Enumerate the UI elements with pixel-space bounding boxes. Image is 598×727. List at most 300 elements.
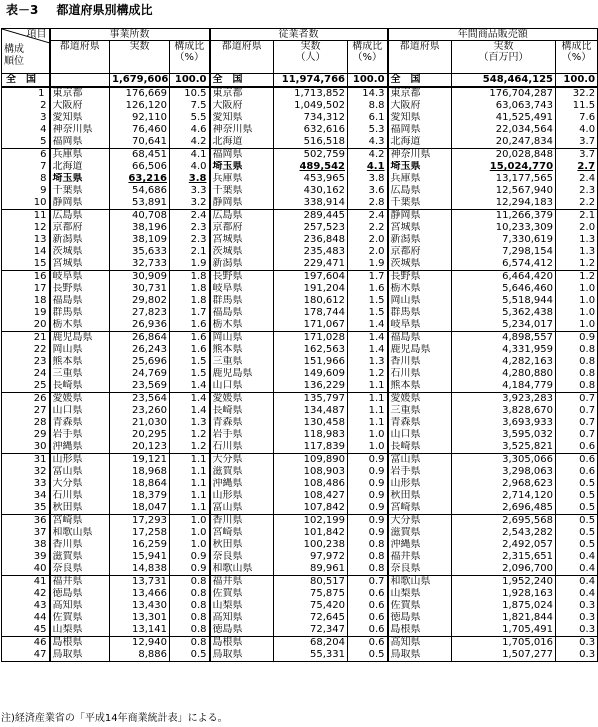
pref-employees: 新潟県 — [210, 258, 274, 271]
value-sales: 10,233,309 — [452, 222, 556, 234]
value-establishments: 18,379 — [110, 490, 170, 502]
pref-establishments: 福岡県 — [50, 136, 110, 149]
table-row — [2, 466, 598, 478]
table-row — [2, 356, 598, 368]
pref-establishments: 栃木県 — [50, 319, 110, 332]
ratio-employees: 1.4 — [348, 319, 388, 332]
national-label-3: 全 国 — [388, 74, 452, 88]
pref-establishments: 鹿児島県 — [50, 332, 110, 345]
table-row — [2, 295, 598, 307]
value-sales: 2,096,700 — [452, 563, 556, 576]
value-establishments: 53,891 — [110, 197, 170, 210]
table-row — [2, 368, 598, 380]
value-establishments: 13,466 — [110, 588, 170, 600]
pref-employees: 山形県 — [210, 490, 274, 502]
pref-sales: 茨城県 — [388, 258, 452, 271]
table-row — [2, 112, 598, 124]
value-employees: 171,067 — [274, 319, 348, 332]
table-row — [2, 100, 598, 112]
pref-sales: 長野県 — [388, 271, 452, 284]
value-sales: 2,696,485 — [452, 502, 556, 515]
ratio-employees: 2.4 — [348, 210, 388, 223]
ratio-establishments: 1.8 — [170, 295, 210, 307]
pref-establishments: 神奈川県 — [50, 124, 110, 136]
rank-cell: 1 — [38, 88, 45, 99]
pref-establishments: 鳥取県 — [50, 649, 110, 662]
ratio-sales: 0.5 — [556, 539, 598, 551]
item-header: 項目 — [26, 29, 47, 40]
rank-cell: 40 — [33, 563, 47, 574]
value-sales: 1,705,016 — [452, 637, 556, 650]
pref-establishments: 静岡県 — [50, 197, 110, 210]
pref-sales: 三重県 — [388, 405, 452, 417]
value-sales: 1,821,844 — [452, 612, 556, 624]
pref-employees: 長崎県 — [210, 405, 274, 417]
pref-establishments: 福島県 — [50, 295, 110, 307]
value-sales: 3,693,933 — [452, 417, 556, 429]
ratio-sales: 0.7 — [556, 405, 598, 417]
pref-establishments: 宮崎県 — [50, 515, 110, 528]
rank-cell: 8 — [40, 173, 47, 184]
rank-cell: 43 — [33, 600, 47, 611]
ratio-establishments: 1.8 — [170, 271, 210, 284]
ratio-employees: 1.1 — [348, 417, 388, 429]
value-employees: 134,487 — [274, 405, 348, 417]
pref-establishments: 三重県 — [50, 368, 110, 380]
value-employees: 130,458 — [274, 417, 348, 429]
value-establishments: 13,430 — [110, 600, 170, 612]
pref-employees: 茨城県 — [210, 246, 274, 258]
value-employees: 75,420 — [274, 600, 348, 612]
pref-employees: 岡山県 — [210, 332, 274, 345]
table-row — [2, 429, 598, 441]
pref-sales: 大分県 — [388, 515, 452, 528]
ratio-establishments: 0.8 — [170, 588, 210, 600]
rank-cell: 22 — [33, 344, 47, 355]
table-row — [2, 210, 598, 223]
value-employees: 80,517 — [274, 576, 348, 589]
pref-employees: 福井県 — [210, 576, 274, 589]
value-sales: 3,298,063 — [452, 466, 556, 478]
value-employees: 108,486 — [274, 478, 348, 490]
value-establishments: 19,121 — [110, 454, 170, 467]
rank-cell: 2 — [40, 100, 47, 111]
ratio-establishments: 4.2 — [170, 136, 210, 149]
ratio-sales: 1.0 — [556, 295, 598, 307]
value-establishments: 15,941 — [110, 551, 170, 563]
pref-sales: 和歌山県 — [388, 576, 452, 589]
ratio-sales: 0.3 — [556, 600, 598, 612]
ratio-employees: 3.8 — [348, 173, 388, 185]
value-employees: 72,645 — [274, 612, 348, 624]
value-sales: 5,234,017 — [452, 319, 556, 332]
table-row — [2, 344, 598, 356]
table-row — [2, 246, 598, 258]
pref-establishments: 岩手県 — [50, 429, 110, 441]
pref-establishments: 長野県 — [50, 283, 110, 295]
pref-employees: 大分県 — [210, 454, 274, 467]
table-row — [2, 551, 598, 563]
ratio-sales: 0.8 — [556, 368, 598, 380]
value-employees: 109,890 — [274, 454, 348, 467]
pref-sales: 岡山県 — [388, 295, 452, 307]
ratio-employees: 2.8 — [348, 197, 388, 210]
ratio-employees: 1.1 — [348, 380, 388, 393]
pref-establishments: 宮城県 — [50, 258, 110, 271]
pref-employees: 和歌山県 — [210, 563, 274, 576]
pref-establishments: 山形県 — [50, 454, 110, 467]
pref-sales: 京都府 — [388, 246, 452, 258]
value-establishments: 63,216 — [110, 173, 170, 185]
pref-establishments: 山梨県 — [50, 624, 110, 637]
ratio-employees: 4.3 — [348, 136, 388, 149]
pref-sales: 埼玉県 — [388, 161, 452, 173]
col-header-ratio-3: 構成比 （%） — [556, 41, 598, 74]
value-employees: 1,049,502 — [274, 100, 348, 112]
col-header-real-1: 実数 — [110, 41, 170, 74]
rank-cell: 45 — [33, 624, 47, 635]
pref-sales: 大阪府 — [388, 100, 452, 112]
pref-sales: 沖縄県 — [388, 539, 452, 551]
value-sales: 2,492,057 — [452, 539, 556, 551]
value-establishments: 38,109 — [110, 234, 170, 246]
col-header-ratio-1: 構成比 （%） — [170, 41, 210, 74]
page-title — [6, 2, 153, 18]
rank-cell: 44 — [33, 612, 47, 623]
pref-sales: 島根県 — [388, 624, 452, 637]
ratio-employees: 1.0 — [348, 441, 388, 454]
value-establishments: 92,110 — [110, 112, 170, 124]
ratio-establishments: 1.1 — [170, 478, 210, 490]
value-employees: 101,842 — [274, 527, 348, 539]
value-establishments: 40,708 — [110, 210, 170, 223]
ratio-employees: 0.6 — [348, 588, 388, 600]
rank-header: 構成 順位 — [4, 44, 24, 67]
table-row — [2, 539, 598, 551]
ratio-sales: 32.2 — [556, 87, 598, 100]
value-sales: 3,305,066 — [452, 454, 556, 467]
value-sales: 1,928,163 — [452, 588, 556, 600]
value-establishments: 26,243 — [110, 344, 170, 356]
pref-sales: 岩手県 — [388, 466, 452, 478]
ratio-sales: 0.8 — [556, 344, 598, 356]
pref-employees: 滋賀県 — [210, 466, 274, 478]
ratio-establishments: 1.9 — [170, 258, 210, 271]
col-header-real-3: 実数 （百万円） — [452, 41, 556, 74]
table-row — [2, 222, 598, 234]
ratio-employees: 3.6 — [348, 185, 388, 197]
rank-cell: 13 — [33, 234, 47, 245]
value-employees: 1,713,852 — [274, 87, 348, 100]
value-employees: 734,312 — [274, 112, 348, 124]
national-label-2: 全 国 — [210, 74, 274, 88]
ratio-sales: 0.5 — [556, 515, 598, 528]
ratio-establishments: 4.0 — [170, 161, 210, 173]
ratio-sales: 1.2 — [556, 271, 598, 284]
pref-establishments: 秋田県 — [50, 502, 110, 515]
pref-sales: 奈良県 — [388, 563, 452, 576]
value-employees: 236,848 — [274, 234, 348, 246]
value-sales: 6,574,412 — [452, 258, 556, 271]
ratio-employees: 0.9 — [348, 466, 388, 478]
value-employees: 180,612 — [274, 295, 348, 307]
ratio-sales: 2.2 — [556, 197, 598, 210]
value-sales: 3,828,670 — [452, 405, 556, 417]
value-sales: 12,567,940 — [452, 185, 556, 197]
ratio-establishments: 0.8 — [170, 576, 210, 589]
value-sales: 4,898,557 — [452, 332, 556, 345]
pref-employees: 京都府 — [210, 222, 274, 234]
ratio-employees: 6.1 — [348, 112, 388, 124]
ratio-employees: 0.6 — [348, 600, 388, 612]
ratio-employees: 1.1 — [348, 393, 388, 406]
rank-cell: 37 — [33, 527, 47, 538]
pref-employees: 高知県 — [210, 612, 274, 624]
ratio-employees: 0.6 — [348, 624, 388, 637]
ratio-sales: 0.5 — [556, 502, 598, 515]
ratio-establishments: 7.5 — [170, 100, 210, 112]
pref-employees: 島根県 — [210, 637, 274, 650]
table-row — [2, 197, 598, 210]
ratio-employees: 1.4 — [348, 332, 388, 345]
value-employees: 135,797 — [274, 393, 348, 406]
ratio-establishments: 1.0 — [170, 539, 210, 551]
value-establishments: 13,141 — [110, 624, 170, 637]
rank-cell: 14 — [33, 246, 47, 257]
ratio-sales: 4.0 — [556, 124, 598, 136]
pref-employees: 栃木県 — [210, 319, 274, 332]
ratio-sales: 2.0 — [556, 222, 598, 234]
pref-establishments: 埼玉県 — [50, 173, 110, 185]
value-employees: 171,028 — [274, 332, 348, 345]
rank-cell: 9 — [40, 185, 47, 196]
national-label: 全 国 — [2, 74, 50, 88]
value-establishments: 29,802 — [110, 295, 170, 307]
value-establishments: 18,968 — [110, 466, 170, 478]
pref-employees: 富山県 — [210, 502, 274, 515]
pref-sales: 宮城県 — [388, 222, 452, 234]
value-employees: 136,229 — [274, 380, 348, 393]
value-establishments: 25,696 — [110, 356, 170, 368]
national-total-row — [2, 74, 598, 88]
value-employees: 100,238 — [274, 539, 348, 551]
value-employees: 118,983 — [274, 429, 348, 441]
pref-sales: 新潟県 — [388, 234, 452, 246]
table-row — [2, 136, 598, 149]
value-employees: 197,604 — [274, 271, 348, 284]
pref-sales: 愛知県 — [388, 112, 452, 124]
ratio-establishments: 5.5 — [170, 112, 210, 124]
national-sales-ratio: 100.0 — [556, 74, 598, 88]
rank-cell: 46 — [2, 637, 50, 650]
pref-employees: 徳島県 — [210, 624, 274, 637]
rank-cell: 36 — [2, 515, 50, 528]
value-sales: 4,331,959 — [452, 344, 556, 356]
value-employees: 632,616 — [274, 124, 348, 136]
value-employees: 162,563 — [274, 344, 348, 356]
pref-establishments: 山口県 — [50, 405, 110, 417]
table-row — [2, 283, 598, 295]
ratio-sales: 3.7 — [556, 149, 598, 162]
ratio-employees: 0.6 — [348, 612, 388, 624]
rank-cell: 35 — [33, 502, 47, 513]
ratio-establishments: 1.4 — [170, 380, 210, 393]
table-row — [2, 563, 598, 576]
pref-sales: 福岡県 — [388, 124, 452, 136]
value-sales: 13,177,565 — [452, 173, 556, 185]
pref-establishments: 大阪府 — [50, 100, 110, 112]
pref-establishments: 香川県 — [50, 539, 110, 551]
pref-employees: 北海道 — [210, 136, 274, 149]
pref-establishments: 滋賀県 — [50, 551, 110, 563]
pref-employees: 愛知県 — [210, 112, 274, 124]
table-row — [2, 576, 598, 589]
value-employees: 149,609 — [274, 368, 348, 380]
pref-establishments: 岡山県 — [50, 344, 110, 356]
ratio-establishments: 0.8 — [170, 637, 210, 650]
table-row — [2, 258, 598, 271]
pref-sales: 群馬県 — [388, 307, 452, 319]
value-employees: 489,542 — [274, 161, 348, 173]
value-establishments: 12,940 — [110, 637, 170, 650]
pref-sales: 滋賀県 — [388, 527, 452, 539]
rank-cell: 3 — [40, 112, 47, 123]
pref-sales: 岐阜県 — [388, 319, 452, 332]
pref-establishments: 千葉県 — [50, 185, 110, 197]
pref-employees: 岩手県 — [210, 429, 274, 441]
pref-employees: 鳥取県 — [210, 649, 274, 662]
pref-employees: 長野県 — [210, 271, 274, 284]
pref-employees: 岐阜県 — [210, 283, 274, 295]
value-employees: 89,961 — [274, 563, 348, 576]
ratio-sales: 3.7 — [556, 136, 598, 149]
value-establishments: 14,838 — [110, 563, 170, 576]
rank-cell: 42 — [33, 588, 47, 599]
ratio-employees: 0.8 — [348, 539, 388, 551]
ratio-sales: 0.8 — [556, 380, 598, 393]
pref-sales: 東京都 — [388, 87, 452, 100]
value-establishments: 126,120 — [110, 100, 170, 112]
value-sales: 3,595,032 — [452, 429, 556, 441]
pref-establishments: 広島県 — [50, 210, 110, 223]
pref-employees: 奈良県 — [210, 551, 274, 563]
pref-employees: 沖縄県 — [210, 478, 274, 490]
value-establishments: 21,030 — [110, 417, 170, 429]
table-row — [2, 417, 598, 429]
value-sales: 20,247,834 — [452, 136, 556, 149]
ratio-employees: 0.9 — [348, 490, 388, 502]
rank-cell: 26 — [2, 393, 50, 406]
value-sales: 2,315,651 — [452, 551, 556, 563]
table-row — [2, 319, 598, 332]
rank-cell: 18 — [33, 295, 47, 306]
national-establishments: 1,679,606 — [110, 74, 170, 88]
pref-sales: 山梨県 — [388, 588, 452, 600]
value-sales: 7,330,619 — [452, 234, 556, 246]
pref-sales: 鳥取県 — [388, 649, 452, 662]
value-establishments: 23,564 — [110, 393, 170, 406]
value-establishments: 23,260 — [110, 405, 170, 417]
pref-employees: 大阪府 — [210, 100, 274, 112]
ratio-establishments: 2.3 — [170, 234, 210, 246]
ratio-employees: 14.3 — [348, 87, 388, 100]
value-sales: 4,184,779 — [452, 380, 556, 393]
col-header-ratio-2: 構成比 （%） — [348, 41, 388, 74]
pref-sales: 青森県 — [388, 417, 452, 429]
pref-establishments: 愛知県 — [50, 112, 110, 124]
value-employees: 68,204 — [274, 637, 348, 650]
rank-cell: 15 — [33, 258, 47, 269]
value-sales: 1,875,024 — [452, 600, 556, 612]
pref-employees: 神奈川県 — [210, 124, 274, 136]
value-establishments: 18,864 — [110, 478, 170, 490]
pref-employees: 青森県 — [210, 417, 274, 429]
rank-cell: 31 — [2, 454, 50, 467]
value-employees: 338,914 — [274, 197, 348, 210]
value-sales: 2,968,623 — [452, 478, 556, 490]
rank-cell: 12 — [33, 222, 47, 233]
ratio-establishments: 3.2 — [170, 197, 210, 210]
pref-sales: 高知県 — [388, 637, 452, 650]
table-row — [2, 441, 598, 454]
value-sales: 11,266,379 — [452, 210, 556, 223]
pref-employees: 佐賀県 — [210, 588, 274, 600]
value-establishments: 26,864 — [110, 332, 170, 345]
value-establishments: 54,686 — [110, 185, 170, 197]
value-employees: 516,518 — [274, 136, 348, 149]
ratio-establishments: 1.0 — [170, 527, 210, 539]
value-employees: 191,204 — [274, 283, 348, 295]
table-row — [2, 124, 598, 136]
ratio-establishments: 1.3 — [170, 417, 210, 429]
pref-sales: 愛媛県 — [388, 393, 452, 406]
table-row — [2, 332, 598, 345]
ratio-sales: 7.6 — [556, 112, 598, 124]
ratio-establishments: 1.2 — [170, 441, 210, 454]
rank-cell: 4 — [40, 124, 47, 135]
ratio-employees: 1.9 — [348, 258, 388, 271]
ratio-employees: 8.8 — [348, 100, 388, 112]
pref-establishments: 京都府 — [50, 222, 110, 234]
ratio-sales: 11.5 — [556, 100, 598, 112]
footnote: 注)経済産業省の「平成14年商業統計表」による。 — [1, 713, 228, 724]
value-establishments: 66,506 — [110, 161, 170, 173]
value-sales: 5,362,438 — [452, 307, 556, 319]
value-employees: 289,445 — [274, 210, 348, 223]
pref-employees: 山口県 — [210, 380, 274, 393]
value-sales: 1,507,277 — [452, 649, 556, 662]
rank-cell: 39 — [33, 551, 47, 562]
ratio-sales: 0.9 — [556, 332, 598, 345]
pref-employees: 山梨県 — [210, 600, 274, 612]
value-establishments: 68,451 — [110, 149, 170, 162]
ratio-establishments: 2.1 — [170, 246, 210, 258]
ratio-establishments: 0.9 — [170, 563, 210, 576]
ratio-sales: 0.7 — [556, 417, 598, 429]
table-row — [2, 234, 598, 246]
value-employees: 72,347 — [274, 624, 348, 637]
pref-employees: 広島県 — [210, 210, 274, 223]
ratio-employees: 0.7 — [348, 576, 388, 589]
value-sales: 2,543,282 — [452, 527, 556, 539]
ratio-employees: 1.5 — [348, 295, 388, 307]
ratio-employees: 0.6 — [348, 637, 388, 650]
col-header-pref-2: 都道府県 — [210, 41, 274, 74]
pref-establishments: 佐賀県 — [50, 612, 110, 624]
ratio-employees: 2.0 — [348, 234, 388, 246]
value-establishments: 18,047 — [110, 502, 170, 515]
table-row — [2, 393, 598, 406]
